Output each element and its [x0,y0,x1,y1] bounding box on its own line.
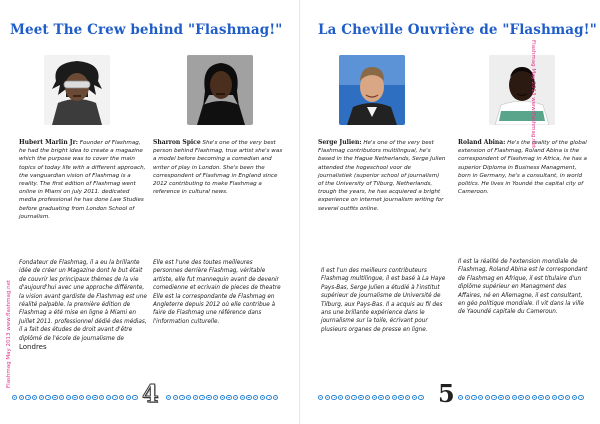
dot [465,395,470,400]
dot [405,395,410,400]
portrait-roland-abina [489,55,555,125]
bio-text: Founder of Flashmag, he had the bright idea to create a magazine which the purpose was to cover the main topics of today life with a different approach, the vanguardian vision of Flashmag is a reality. The first edition of Flashmag went online in Miami on july 2011. dedicated media professional he has done Law Studies before graduating from London School of journalism. [19,140,146,220]
french-text-serge [321,267,447,334]
page-gutter [299,0,300,424]
left-page-heading: Meet The Crew behind "Flashmag!" [10,22,283,38]
right-dot-border-2 [458,395,584,402]
dot [345,395,350,400]
dot [86,395,91,400]
dot [545,395,550,400]
dot [79,395,84,400]
dot [498,395,503,400]
dot [351,395,356,400]
dot [99,395,104,400]
dot [59,395,64,400]
dot [525,395,530,400]
bio-name: Hubert Marlin Jr: [19,139,78,146]
french-text-hubert [19,259,149,352]
dot [552,395,557,400]
bio-roland-abina [458,139,588,196]
dot [358,395,363,400]
dot [512,395,517,400]
portrait-hubert-marlin [44,55,110,125]
dot [485,395,490,400]
french-text-sharron [153,259,283,326]
photo-hubert-marlin [44,55,110,125]
french-text-tail: Londres [19,343,47,352]
french-text-roland [458,258,588,317]
dot [418,395,423,400]
dot [365,395,370,400]
dot [331,395,336,400]
dot [39,395,44,400]
dot [325,395,330,400]
dot [199,395,204,400]
french-text: Il est la réalité de l'extension mondiale de Flashmag, Roland Abina est le correspondant de Flashmag en Afrique, il est titulaire d'un diplôme supérieur en Managment des Affaires, né en Allemagne, il est consultant, en géo politique mondiale. Il vit dans la ville de Yaoundé capitale du Cameroun. [458,259,588,316]
dot [471,395,476,400]
bio-text: He's one of the very best Flashmag contributors multilingual, he's based in the Hague Netherlands, Serge Julien attended the hogeschool voor de journalistiek (superior school of journalism) of the University of Tilburg, Netherlands, trough the years, he has acquiered a bright experience on internet journalism writing for several outfits online. [318,140,446,212]
bio-text: She's one of the very best person behind Flashmag, true artist she's was a model before becoming a comedian and writer of play in London. She's been the correspondent of Flashmag in England since 2012 contributing to make Flashmag a reference in cultural news. [153,140,283,196]
dot [505,395,510,400]
left-dot-border-2 [166,395,278,402]
bio-name: Sharron Spice [153,139,201,146]
dot [538,395,543,400]
dot [179,395,184,400]
dot [220,395,225,400]
dot [398,395,403,400]
right-page-heading: La Cheville Ouvrière de "Flashmag!" [318,22,597,38]
dot [193,395,198,400]
right-page-number: 5 [438,379,455,408]
dot [392,395,397,400]
dot [412,395,417,400]
dot [578,395,583,400]
dot [112,395,117,400]
dot [45,395,50,400]
portrait-serge-julien [339,55,405,125]
bio-name: Serge Julien: [318,139,362,146]
photo-roland-abina [489,55,555,125]
dot [478,395,483,400]
dot [32,395,37,400]
dot [126,395,131,400]
dot [206,395,211,400]
dot [106,395,111,400]
dot [52,395,57,400]
dot [338,395,343,400]
bio-text: He's the reality of the global extension of Flashmag, Roland Abina is the correspondent of Flashmag in Africa, he has a superior Diploma in Business Managment, born in Germany, he's a consultant, in world politics. He lives in Youndé the capital city of Cameroon. [458,140,587,196]
dot [532,395,537,400]
bio-sharron-spice [153,139,285,196]
dot [92,395,97,400]
dot [186,395,191,400]
dot [66,395,71,400]
dot [240,395,245,400]
dot [378,395,383,400]
dot [518,395,523,400]
dot [318,395,323,400]
portrait-sharron-spice [187,55,253,125]
dot [12,395,17,400]
dot [273,395,278,400]
dot [72,395,77,400]
photo-serge-julien [339,55,405,125]
bio-name: Roland Abina: [458,139,506,146]
dot [458,395,463,400]
left-dot-border [12,395,138,402]
left-page-number: 4 [142,379,159,408]
dot [385,395,390,400]
dot [372,395,377,400]
bio-serge-julien [318,139,446,213]
bio-hubert-marlin [19,139,146,221]
dot [19,395,24,400]
dot [266,395,271,400]
dot [558,395,563,400]
dot [491,395,496,400]
dot [572,395,577,400]
right-side-caption: Flashmag May 2013 www.flashmag.net [530,40,536,149]
dot [213,395,218,400]
dot [233,395,238,400]
right-dot-border [318,395,424,402]
dot [166,395,171,400]
french-text: Elle est l'une des toutes meilleures personnes derrière Flashmag, véritable artiste, elle fut mannequin avant de devenir comedienne et ecrivain de pieces de theatre Elle est la correspondante de Flashmag en Angleterre depuis 2012 où elle contribue à faire de Flashmag une référence dans l'information culturelle. [153,260,281,325]
dot [119,395,124,400]
dot [260,395,265,400]
left-side-caption: Flashmag May 2013 www.flashmag.net [6,279,12,388]
dot [226,395,231,400]
french-text: Il est l'un des meilleurs contributeurs Flashmag multilingue, il est basé à La Haye Pays-Bas, Serge Julien a étudié à l'institut supérieur de journalisme de Université de Tilburg, aux Pays-Bas. Il a acquis au fil des ans une brillante expérience dans le journalisme sur la toile, écrivant pour plusieurs organes de presse en ligne. [321,268,446,333]
dot [246,395,251,400]
dot [565,395,570,400]
dot [253,395,258,400]
dot [132,395,137,400]
dot [173,395,178,400]
dot [25,395,30,400]
french-text: Fondateur de Flashmag, il a eu la brillante idée de créer un Magazine dont le but était de couvrir les principaux thèmes de la vie d'aujourd'hui avec une approche différente, la vision avant gardiste de Flashmag est une réalité palpable. la première édition de Flashmag a été mise en ligne à Miami en Juillet 2011. professionnel dédié des médias, il a fait des études de droit avant d'être diplômé de l'école de journalisme de [19,260,147,342]
photo-sharron-spice [187,55,253,125]
